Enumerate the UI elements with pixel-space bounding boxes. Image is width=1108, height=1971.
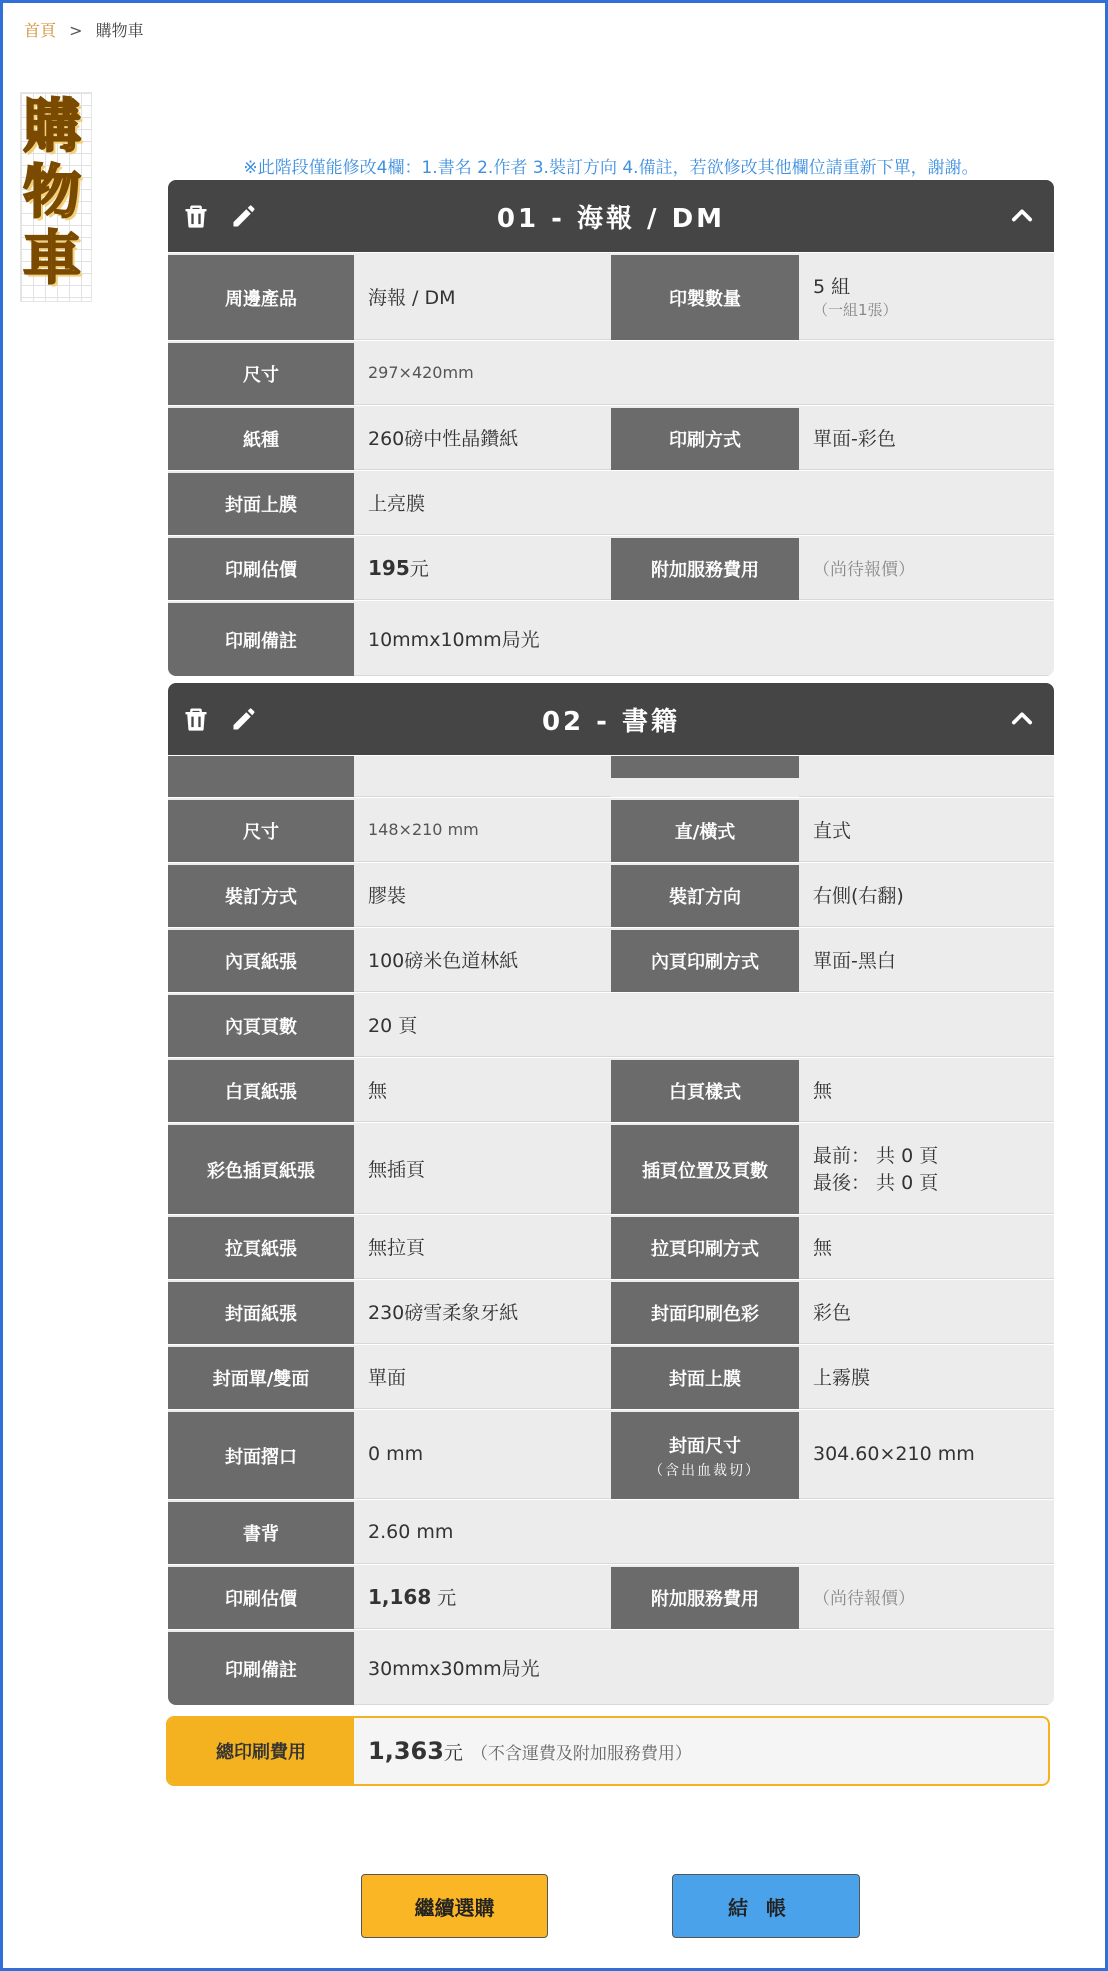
spec-value: 20 頁	[354, 993, 1054, 1057]
spec-row	[168, 1629, 1054, 1705]
spec-value: 0 mm	[354, 1410, 611, 1499]
spec-label: 附加服務費用	[611, 1565, 799, 1629]
cart-item-card	[168, 683, 1054, 1705]
spec-value: 單面-彩色	[799, 406, 1054, 470]
spec-label: 裝訂方式	[168, 863, 354, 927]
spec-row	[168, 470, 1054, 535]
total-cost-bar	[166, 1716, 1050, 1786]
spec-row	[168, 1214, 1054, 1279]
spec-row	[168, 1057, 1054, 1122]
spec-label: 尺寸	[168, 798, 354, 862]
page-title-char: 車	[23, 224, 82, 292]
spec-label: 印刷估價	[168, 1565, 354, 1629]
spec-row	[168, 1499, 1054, 1564]
cart-item-header	[168, 180, 1054, 252]
page-title-char: 物	[23, 158, 82, 226]
checkout-button[interactable]: 結帳	[672, 1874, 860, 1938]
price-value: 195元	[354, 536, 611, 600]
spec-value: 海報 / DM	[354, 253, 611, 340]
price-value: 1,168 元	[354, 1565, 611, 1629]
spec-label: 印刷方式	[611, 406, 799, 470]
spec-value	[354, 756, 611, 797]
qty-note: （一組1張）	[813, 301, 898, 319]
spec-value	[799, 1123, 1054, 1214]
spec-label: 白頁紙張	[168, 1058, 354, 1122]
insert-back: 最後： 共 0 頁	[813, 1172, 939, 1194]
spec-value	[799, 756, 1054, 797]
spec-value: 無	[354, 1058, 611, 1122]
spec-row-partial	[168, 755, 1054, 797]
spec-row	[168, 927, 1054, 992]
spec-label: 印製數量	[611, 253, 799, 340]
spec-value: 上亮膜	[354, 471, 1054, 535]
spec-label: 封面摺口	[168, 1410, 354, 1499]
spec-row	[168, 1564, 1054, 1629]
breadcrumb-home-link[interactable]: 首頁	[24, 21, 57, 40]
spec-value	[799, 253, 1054, 340]
spec-value: 無插頁	[354, 1123, 611, 1214]
spec-value: 右側(右翻)	[799, 863, 1054, 927]
remark-value: 10mmx10mm局光	[354, 601, 1054, 676]
remark-value: 30mmx30mm局光	[354, 1630, 1054, 1705]
spec-label: 紙種	[168, 406, 354, 470]
spec-row	[168, 992, 1054, 1057]
spec-row	[168, 535, 1054, 600]
spec-value: 無	[799, 1058, 1054, 1122]
spec-row	[168, 252, 1054, 340]
spec-value: 148×210 mm	[354, 798, 611, 862]
spec-row	[168, 600, 1054, 676]
spec-label: 書背	[168, 1500, 354, 1564]
spec-value: 單面-黑白	[799, 928, 1054, 992]
spec-label: 周邊產品	[168, 253, 354, 340]
spec-row	[168, 862, 1054, 927]
spec-value: 上霧膜	[799, 1345, 1054, 1409]
trash-icon[interactable]	[182, 202, 210, 230]
spec-label	[611, 756, 799, 778]
spec-label	[168, 756, 354, 797]
spec-label: 拉頁印刷方式	[611, 1215, 799, 1279]
spec-value: 膠裝	[354, 863, 611, 927]
cart-item-header	[168, 683, 1054, 755]
spec-value: 單面	[354, 1345, 611, 1409]
spec-label: 拉頁紙張	[168, 1215, 354, 1279]
spec-value: 304.60×210 mm	[799, 1410, 1054, 1499]
spec-label: 封面紙張	[168, 1280, 354, 1344]
spec-label: 白頁樣式	[611, 1058, 799, 1122]
spec-label: 內頁頁數	[168, 993, 354, 1057]
spec-label: 封面印刷色彩	[611, 1280, 799, 1344]
spec-value: 彩色	[799, 1280, 1054, 1344]
spec-row	[168, 1122, 1054, 1214]
breadcrumb-separator: >	[69, 21, 83, 40]
cover-size-sublabel: （含出血裁切）	[649, 1462, 761, 1479]
spec-label: 印刷備註	[168, 601, 354, 676]
total-note: （不含運費及附加服務費用）	[470, 1743, 692, 1764]
insert-front: 最前： 共 0 頁	[813, 1145, 939, 1167]
qty-value: 5 組	[813, 276, 851, 298]
spec-value: 100磅米色道林紙	[354, 928, 611, 992]
spec-value: 無	[799, 1215, 1054, 1279]
spec-value: 直式	[799, 798, 1054, 862]
spec-label: 直/橫式	[611, 798, 799, 862]
spec-value: 2.60 mm	[354, 1500, 1054, 1564]
total-amount: 1,363	[368, 1737, 444, 1765]
trash-icon[interactable]	[182, 705, 210, 733]
spec-label: 內頁紙張	[168, 928, 354, 992]
spec-row	[168, 1344, 1054, 1409]
page-title-char: 購	[23, 92, 82, 160]
spec-label	[611, 1410, 799, 1499]
spec-row	[168, 1409, 1054, 1499]
spec-row	[168, 405, 1054, 470]
chevron-up-icon[interactable]	[1008, 202, 1036, 230]
edit-notice: ※此階段僅能修改4欄：1.書名 2.作者 3.裝訂方向 4.備註，若欲修改其他欄位請重新下單，謝謝。	[243, 158, 979, 178]
spec-label: 裝訂方向	[611, 863, 799, 927]
spec-label: 內頁印刷方式	[611, 928, 799, 992]
pencil-icon[interactable]	[230, 705, 258, 733]
total-unit: 元	[443, 1741, 463, 1764]
spec-value: 230磅雪柔象牙紙	[354, 1280, 611, 1344]
cart-item-title: 02 - 書籍	[541, 706, 681, 737]
spec-row	[168, 797, 1054, 862]
spec-value: （尚待報價）	[799, 536, 1054, 600]
total-value	[354, 1718, 692, 1784]
page-title	[20, 92, 92, 302]
spec-label: 附加服務費用	[611, 536, 799, 600]
spec-value: 260磅中性晶鑽紙	[354, 406, 611, 470]
spec-value: （尚待報價）	[799, 1565, 1054, 1629]
spec-label: 封面單/雙面	[168, 1345, 354, 1409]
cover-size-label: 封面尺寸	[669, 1435, 741, 1457]
pencil-icon[interactable]	[230, 202, 258, 230]
spec-value: 297×420mm	[354, 341, 1054, 405]
spec-label: 彩色插頁紙張	[168, 1123, 354, 1214]
breadcrumb-current: 購物車	[95, 21, 144, 40]
chevron-up-icon[interactable]	[1008, 705, 1036, 733]
spec-row	[168, 340, 1054, 405]
spec-label: 封面上膜	[611, 1345, 799, 1409]
spec-label: 印刷估價	[168, 536, 354, 600]
spec-label: 尺寸	[168, 341, 354, 405]
continue-shopping-button[interactable]: 繼續選購	[361, 1874, 548, 1938]
spec-value: 無拉頁	[354, 1215, 611, 1279]
cart-item-card	[168, 180, 1054, 676]
spec-label: 插頁位置及頁數	[611, 1123, 799, 1214]
cart-item-title: 01 - 海報 / DM	[496, 203, 726, 234]
spec-label: 印刷備註	[168, 1630, 354, 1705]
spec-label: 封面上膜	[168, 471, 354, 535]
total-label: 總印刷費用	[168, 1718, 354, 1784]
spec-row	[168, 1279, 1054, 1344]
breadcrumb	[24, 18, 144, 41]
